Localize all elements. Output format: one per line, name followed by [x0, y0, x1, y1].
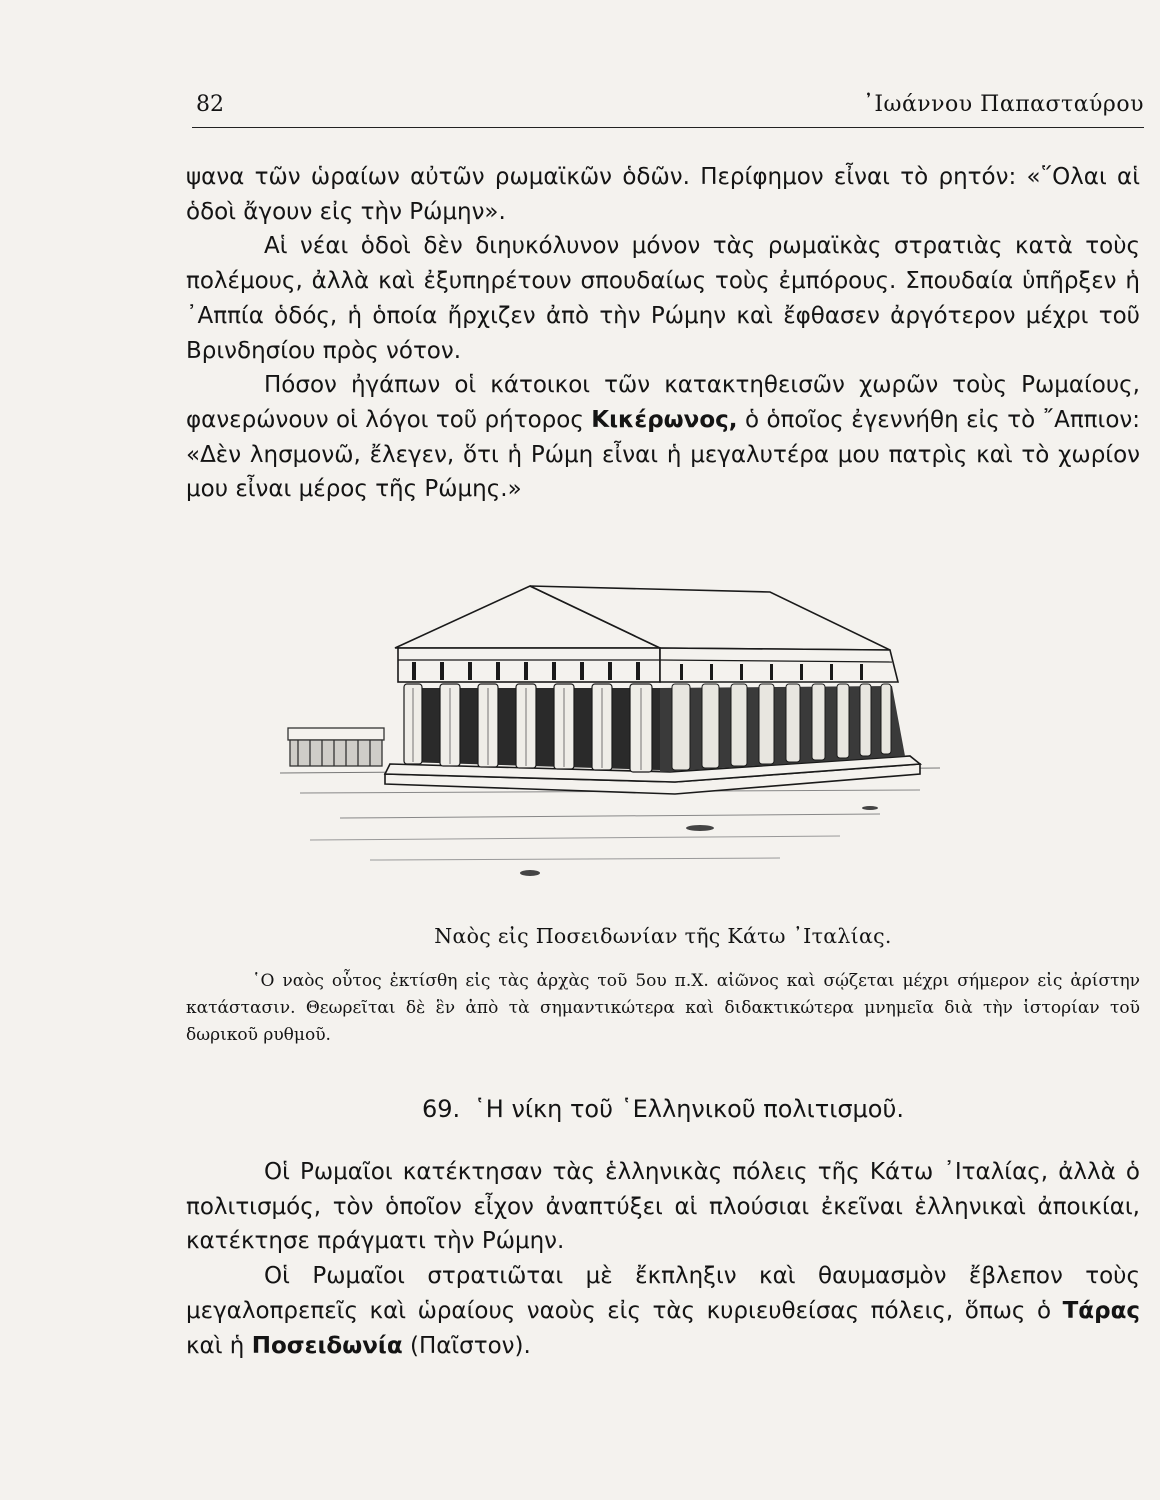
top-text-block	[186, 160, 1140, 507]
paragraph-ciceron	[186, 368, 1140, 507]
figure-caption-title: Ναὸς εἰς Ποσειδωνίαν τῆς Κάτω ᾿Ιταλίας.	[434, 924, 892, 948]
bottom-text-block	[186, 1155, 1140, 1363]
temple-illustration	[280, 578, 940, 888]
bold-name-taras: Τάρας	[1062, 1297, 1140, 1324]
figure-caption-text: ῾Ο ναὸς οὗτος ἐκτίσθη εἰς τὰς ἀρχὰς τοῦ 5ου π.Χ. αἰῶνος καὶ σῴζεται μέχρι σήμερον εἰς ἀρίστην κατάστασιν. Θεωρεῖται δὲ ἓν ἀπὸ τὰ σημαντικώτερα καὶ διδακτικώτερα μνημεῖα διὰ τὴν ἱστορίαν τοῦ δωρικοῦ ρυθμοῦ.	[186, 971, 1140, 1045]
section-title: ῾Η νίκη τοῦ ῾Ελληνικοῦ πολιτισμοῦ.	[473, 1095, 904, 1123]
paragraph: Αἱ νέαι ὁδοὶ δὲν διηυκόλυνον μόνον τὰς ρωμαϊκὰς στρατιὰς κατὰ τοὺς πολέμους, ἀλλὰ καὶ ἐξυπηρέτουν σπουδαίως τοὺς ἐμπόρους. Σπουδαία ὑπῆρξεν ἡ ᾿Αππία ὁδός, ἡ ὁποία ἤρχιζεν ἀπὸ τὴν Ρώμην καὶ ἔφθασεν ἀργότερον μέχρι τοῦ Βρινδησίου πρὸς νότον.	[186, 233, 1140, 364]
bold-name-kikeron: Κικέρωνος,	[591, 406, 738, 433]
text-run: Πόσον ἠγάπων οἱ κάτοικοι τῶν κατακτηθεισῶν χωρῶν τοὺς Ρωμαίους, φανερώνουν οἱ λόγοι τοῦ ρήτορος	[186, 372, 1140, 433]
bold-name-poseidonia: Ποσειδωνία	[251, 1332, 403, 1359]
paragraph: ψανα τῶν ὡραίων αὐτῶν ρωμαϊκῶν ὁδῶν. Περίφημον εἶναι τὸ ρητόν: «῞Ολαι αἱ ὁδοὶ ἄγουν εἰς τὴν Ρώμην».	[186, 164, 1140, 225]
text-run: ὁ ὁποῖος ἐγεννήθη εἰς τὸ ῎Αππιον: «Δὲν λησμονῶ, ἔλεγεν, ὅτι ἡ Ρώμη εἶναι ἡ μεγαλυτέρα μου πατρὶς καὶ τὸ χωρίον μου εἶναι μέρος τῆς Ρώμης.»	[186, 406, 1140, 503]
header-rule	[192, 127, 1144, 128]
page-header	[196, 92, 1144, 126]
section-number: 69.	[421, 1095, 461, 1123]
text-run: (Παῖστον).	[402, 1332, 531, 1359]
text-run: Οἱ Ρωμαῖοι στρατιῶται μὲ ἔκπληξιν καὶ θαυμασμὸν ἔβλεπον τοὺς μεγαλοπρεπεῖς καὶ ὡραίους ναοὺς εἰς τὰς κυριευθείσας πόλεις, ὅπως ὁ	[186, 1263, 1140, 1324]
paragraph: Οἱ Ρωμαῖοι κατέκτησαν τὰς ἑλληνικὰς πόλεις τῆς Κάτω ᾿Ιταλίας, ἀλλὰ ὁ πολιτισμός, τὸν ὁποῖον εἶχον ἀναπτύξει αἱ πλούσιαι ἐκεῖναι ἑλληνικαὶ ἀποικίαι, κατέκτησε πράγματι τὴν Ρώμην.	[186, 1159, 1140, 1255]
page-number: 82	[196, 92, 224, 117]
running-head: ᾿Ιωάννου Παπασταύρου	[862, 92, 1144, 117]
text-run: καὶ ἡ	[186, 1332, 252, 1359]
paragraph-temples	[186, 1259, 1140, 1363]
section-heading	[186, 1095, 1140, 1123]
